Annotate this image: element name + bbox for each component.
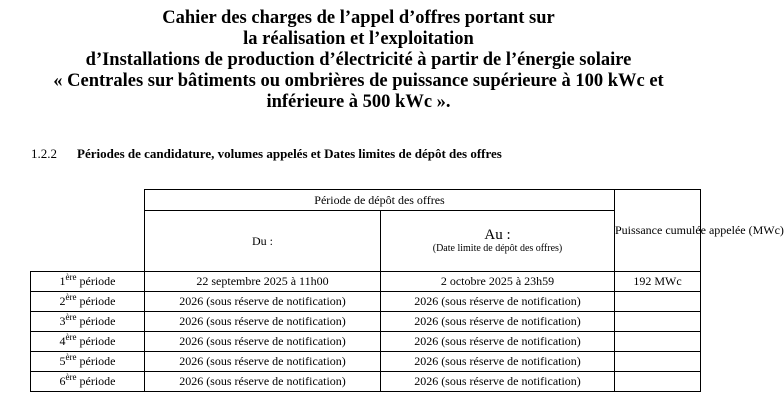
period-number: 6 bbox=[59, 374, 66, 388]
title-line-2: la réalisation et l’exploitation bbox=[243, 29, 474, 49]
period-number: 5 bbox=[59, 354, 66, 368]
cell-du: 2026 (sous réserve de notification) bbox=[145, 312, 381, 332]
header-deposit-period: Période de dépôt des offres bbox=[145, 190, 615, 211]
cell-au: 2026 (sous réserve de notification) bbox=[381, 352, 615, 372]
period-number: 3 bbox=[59, 314, 66, 328]
cell-au: 2026 (sous réserve de notification) bbox=[381, 372, 615, 392]
header-du: Du : bbox=[145, 211, 381, 272]
table-row bbox=[31, 372, 701, 392]
period-label bbox=[31, 332, 145, 352]
period-label bbox=[31, 272, 145, 292]
period-suffix: ère bbox=[65, 292, 77, 302]
cell-du: 2026 (sous réserve de notification) bbox=[145, 292, 381, 312]
cell-power bbox=[615, 372, 701, 392]
cell-au: 2026 (sous réserve de notification) bbox=[381, 332, 615, 352]
period-number: 4 bbox=[59, 334, 66, 348]
period-number: 2 bbox=[59, 294, 66, 308]
section-title: Périodes de candidature, volumes appelés et Dates limites de dépôt des offres bbox=[77, 146, 502, 161]
cell-power bbox=[615, 312, 701, 332]
period-word: période bbox=[76, 374, 116, 388]
cell-au: 2026 (sous réserve de notification) bbox=[381, 312, 615, 332]
table-row bbox=[31, 332, 701, 352]
period-suffix: ère bbox=[65, 332, 77, 342]
period-number: 1 bbox=[59, 274, 66, 288]
period-suffix: ère bbox=[65, 352, 77, 362]
header-blank-cell bbox=[31, 190, 145, 272]
period-label bbox=[31, 292, 145, 312]
title-line-4: « Centrales sur bâtiments ou ombrières de puissance supérieure à 100 kWc et bbox=[53, 71, 664, 91]
cell-du: 2026 (sous réserve de notification) bbox=[145, 372, 381, 392]
section-number: 1.2.2 bbox=[31, 146, 57, 161]
period-word: période bbox=[76, 334, 116, 348]
cell-du: 2026 (sous réserve de notification) bbox=[145, 352, 381, 372]
header-au-label: Au : bbox=[484, 227, 511, 243]
period-word: période bbox=[76, 354, 116, 368]
cell-power bbox=[615, 352, 701, 372]
table-row bbox=[31, 352, 701, 372]
period-label bbox=[31, 372, 145, 392]
period-suffix: ère bbox=[65, 272, 77, 282]
title-line-1: Cahier des charges de l’appel d’offres portant sur bbox=[162, 8, 555, 28]
period-suffix: ère bbox=[65, 372, 77, 382]
table-header-row-1 bbox=[31, 190, 701, 211]
title-line-5: inférieure à 500 kWc ». bbox=[266, 92, 451, 112]
section-heading bbox=[31, 146, 502, 162]
cell-power bbox=[615, 332, 701, 352]
cell-power: 192 MWc bbox=[615, 272, 701, 292]
header-au bbox=[381, 211, 615, 272]
period-word: période bbox=[76, 274, 116, 288]
table-row bbox=[31, 272, 701, 292]
period-label bbox=[31, 312, 145, 332]
cell-power bbox=[615, 292, 701, 312]
table-row bbox=[31, 312, 701, 332]
cell-au: 2 octobre 2025 à 23h59 bbox=[381, 272, 615, 292]
document-title bbox=[0, 8, 717, 113]
period-word: période bbox=[76, 314, 116, 328]
periods-table bbox=[30, 189, 784, 392]
header-au-sublabel: (Date limite de dépôt des offres) bbox=[432, 243, 563, 254]
cell-du: 2026 (sous réserve de notification) bbox=[145, 332, 381, 352]
cell-au: 2026 (sous réserve de notification) bbox=[381, 292, 615, 312]
header-power: Puissance cumulée appelée (MWc) bbox=[615, 190, 701, 272]
period-word: période bbox=[76, 294, 116, 308]
period-suffix: ère bbox=[65, 312, 77, 322]
cell-du: 22 septembre 2025 à 11h00 bbox=[145, 272, 381, 292]
period-label bbox=[31, 352, 145, 372]
table-row bbox=[31, 292, 701, 312]
title-line-3: d’Installations de production d’électricité à partir de l’énergie solaire bbox=[85, 50, 632, 70]
